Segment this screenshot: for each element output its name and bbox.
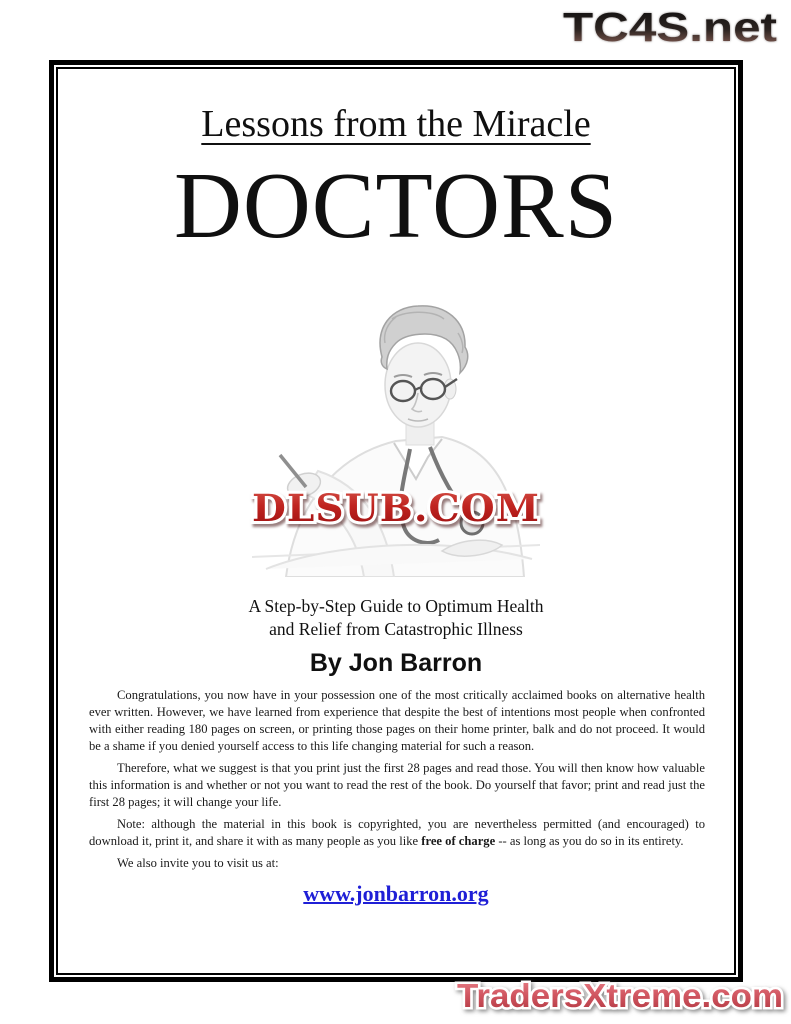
- jonbarron-link[interactable]: www.jonbarron.org: [303, 881, 489, 907]
- book-title: DOCTORS: [173, 153, 619, 258]
- doctor-photo: [246, 289, 546, 577]
- subtitle-line-1: A Step-by-Step Guide to Optimum Health: [248, 596, 544, 617]
- paragraph-1: Congratulations, you now have in your possession one of the most critically acclaimed books on alternative health ever written. However, we have learned from experience that despite the best of intentions most people when confronted with either reading 180 pages on screen, or printing those pages on their home printer, balk and do not proceed. It would be a shame if you denied yourself access to this life changing material for such a reason.: [89, 688, 705, 754]
- tradersxtreme-logo: [450, 973, 790, 1024]
- invite-line: We also invite you to visit us at:: [117, 856, 279, 871]
- tc4s-logo: [557, 1, 783, 58]
- doctor-sketch-image: [246, 289, 546, 577]
- paragraph-3: [89, 816, 705, 850]
- paragraph-3-tail: -- as long as you do so in its entirety.: [495, 834, 684, 849]
- subtitle-line-2: and Relief from Catastrophic Illness: [269, 619, 523, 640]
- dlsub-watermark: [244, 481, 548, 533]
- dlsub-watermark-text: DLSUB.COM: [252, 486, 540, 531]
- tradersxtreme-logo-text: TradersXtreme.com: [457, 977, 783, 1014]
- tradersxtreme-logo-graphic: [450, 973, 790, 1019]
- tc4s-logo-graphic: [557, 1, 783, 53]
- book-subtitle: [58, 595, 734, 641]
- page-border-inner: [56, 67, 736, 975]
- dlsub-watermark-graphic: [244, 481, 548, 533]
- paragraph-2: Therefore, what we suggest is that you print just the first 28 pages and read those. You will then know how valuable this information is and whether or not you want to read the rest of the book. Do yourself that favor; print and read just the first 28 pages; it will change your life.: [89, 761, 705, 810]
- page-border-frame: [49, 60, 743, 982]
- body-text: [58, 687, 734, 872]
- tc4s-logo-text: TC4S.net: [563, 4, 778, 50]
- paragraph-3-bold: free of charge: [421, 834, 496, 849]
- website-link-line: [58, 881, 734, 907]
- book-supertitle: Lessons from the Miracle: [201, 103, 591, 145]
- author-byline: By Jon Barron: [309, 649, 483, 678]
- paragraph-3-lead: Note: although the material in this book is copyrighted, you are nevertheless permitted (and encouraged) to download it, print it, and share it with as many people as you like: [89, 817, 705, 849]
